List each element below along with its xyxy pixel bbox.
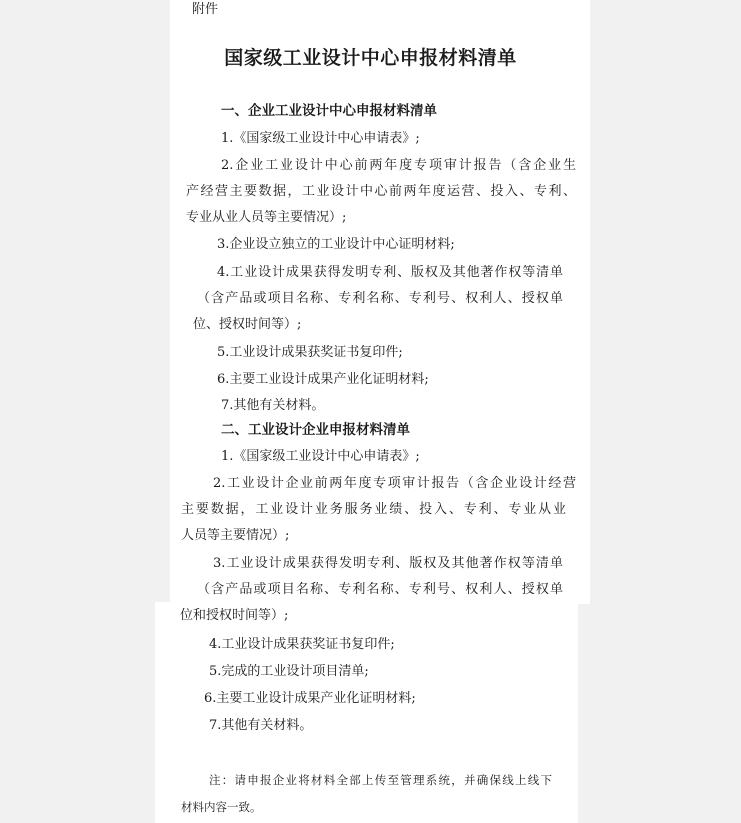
note-line1: 注：请申报企业将材料全部上传至管理系统，并确保线上线下 (209, 773, 552, 787)
section1-item2-line2: 产经营主要数据，工业设计中心前两年度运营、投入、专利、 (186, 184, 576, 199)
section2-item2-line3: 人员等主要情况）; (181, 528, 290, 543)
section2-item2-line2: 主要数据，工业设计业务服务业绩、投入、专利、专业从业 (181, 502, 566, 517)
section2-item5: 5.完成的工业设计项目清单; (209, 664, 369, 679)
section2-item2-line1: 2.工业设计企业前两年度专项审计报告（含企业设计经营 (213, 476, 576, 491)
section2-item7: 7.其他有关材料。 (209, 718, 313, 733)
section2-heading: 二、工业设计企业申报材料清单 (221, 422, 410, 438)
section1-item2-line3: 专业从业人员等主要情况）; (186, 210, 347, 225)
section1-item2-line1: 2.企业工业设计中心前两年度专项审计报告（含企业生 (221, 158, 576, 173)
section2-item6: 6.主要工业设计成果产业化证明材料; (204, 691, 416, 706)
section1-item4-line3: 位、授权时间等）; (193, 317, 302, 332)
section2-item3-line1: 3.工业设计成果获得发明专利、版权及其他著作权等清单 (213, 556, 563, 571)
section1-item3: 3.企业设立独立的工业设计中心证明材料; (217, 237, 455, 252)
section2-item3-line3: 位和授权时间等）; (180, 608, 289, 623)
section1-item5: 5.工业设计成果获奖证书复印件; (217, 345, 403, 360)
document-title: 国家级工业设计中心申报材料清单 (224, 47, 517, 69)
annex-label: 附件 (192, 2, 219, 17)
section2-item3-line2: （含产品或项目名称、专利名称、专利号、权利人、授权单 (197, 582, 563, 597)
section1-item6: 6.主要工业设计成果产业化证明材料; (217, 372, 429, 387)
note-line2: 材料内容一致。 (181, 800, 262, 814)
section2-item4: 4.工业设计成果获奖证书复印件; (209, 637, 395, 652)
section1-item4-line1: 4.工业设计成果获得发明专利、版权及其他著作权等清单 (217, 265, 563, 280)
section2-item1: 1.《国家级工业设计中心申请表》; (221, 449, 420, 464)
section1-item4-line2: （含产品或项目名称、专利名称、专利号、权利人、授权单 (197, 291, 563, 306)
section1-item1: 1.《国家级工业设计中心申请表》; (221, 131, 420, 146)
document-page-lower (155, 602, 578, 823)
section1-heading: 一、企业工业设计中心申报材料清单 (221, 103, 437, 119)
section1-item7: 7.其他有关材料。 (221, 398, 325, 413)
